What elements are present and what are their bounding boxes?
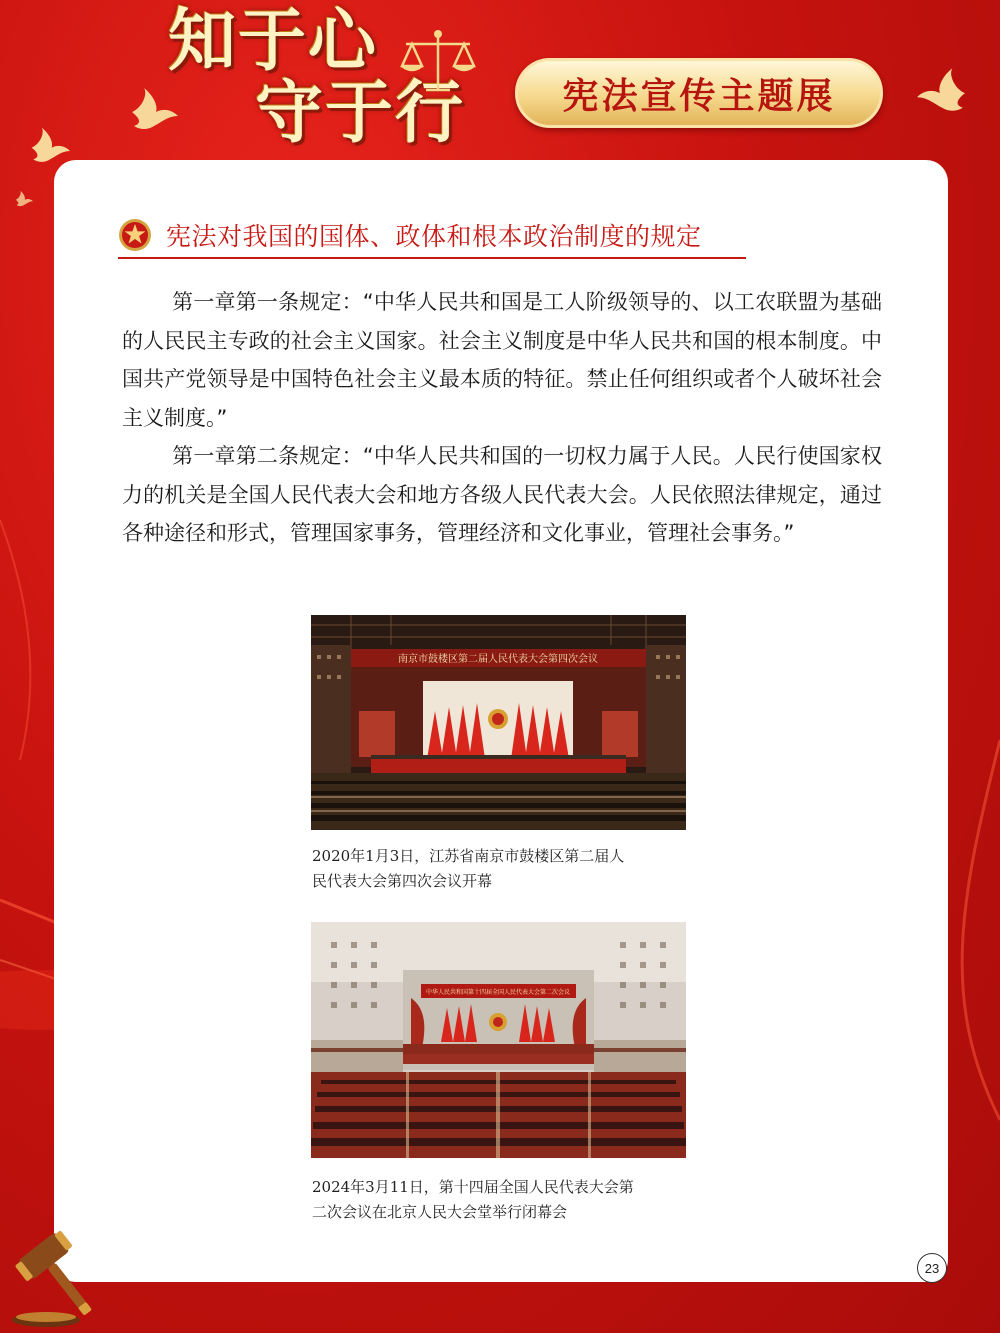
section-heading [118,213,746,259]
photo2-caption-line2: 二次会议在北京人民大会堂举行闭幕会 [312,1203,568,1221]
photo2-caption [312,1175,692,1225]
exhibition-banner [515,58,883,128]
exhibition-banner-label: 宪法宣传主题展 [562,75,836,117]
photo1-caption-line1: 2020年1月3日，江苏省南京市鼓楼区第二届人 [312,847,625,865]
dove-icon [914,66,970,116]
photo1-banner-text: 南京市鼓楼区第二届人民代表大会第四次会议 [398,654,598,665]
dove-icon [14,190,34,208]
photo1-caption-line2: 民代表大会第四次会议开幕 [312,872,493,890]
article-1-text: 第一章第一条规定：“中华人民共和国是工人阶级领导的、以工农联盟为基础的人民民主专政的社会主义国家。社会主义制度是中华人民共和国的根本制度。中国共产党领导是中国特色社会主义最本质的特征。禁止任何组织或者个人破坏社会主义制度。” [122,290,882,430]
photo1-caption [312,844,692,894]
article-2-text: 第一章第二条规定：“中华人民共和国的一切权力属于人民。人民行使国家权力的机关是全国人民代表大会和地方各级人民代表大会。人民依照法律规定，通过各种途径和形式，管理国家事务，管理经济和文化事业，管理社会事务。” [122,444,882,545]
photo-national-congress [311,922,686,1158]
gavel-icon [6,1228,116,1328]
photo2-banner-text: 中华人民共和国第十四届全国人民代表大会第二次会议 [425,989,571,996]
scales-of-justice-icon [398,26,478,96]
article-1-paragraph [122,283,882,437]
dove-icon [28,126,72,166]
dove-icon [128,86,180,134]
article-2-paragraph [122,437,882,553]
photo2-caption-line1: 2024年3月11日，第十四届全国人民代表大会第 [312,1178,634,1196]
header-title-line1: 知于心 [168,2,379,81]
photo-district-congress [311,615,686,830]
star-badge-icon [118,218,152,252]
section-title: 宪法对我国的国体、政体和根本政治制度的规定 [166,222,702,251]
header-title-line2: 守于行 [255,74,466,153]
page-number: 23 [917,1253,947,1283]
